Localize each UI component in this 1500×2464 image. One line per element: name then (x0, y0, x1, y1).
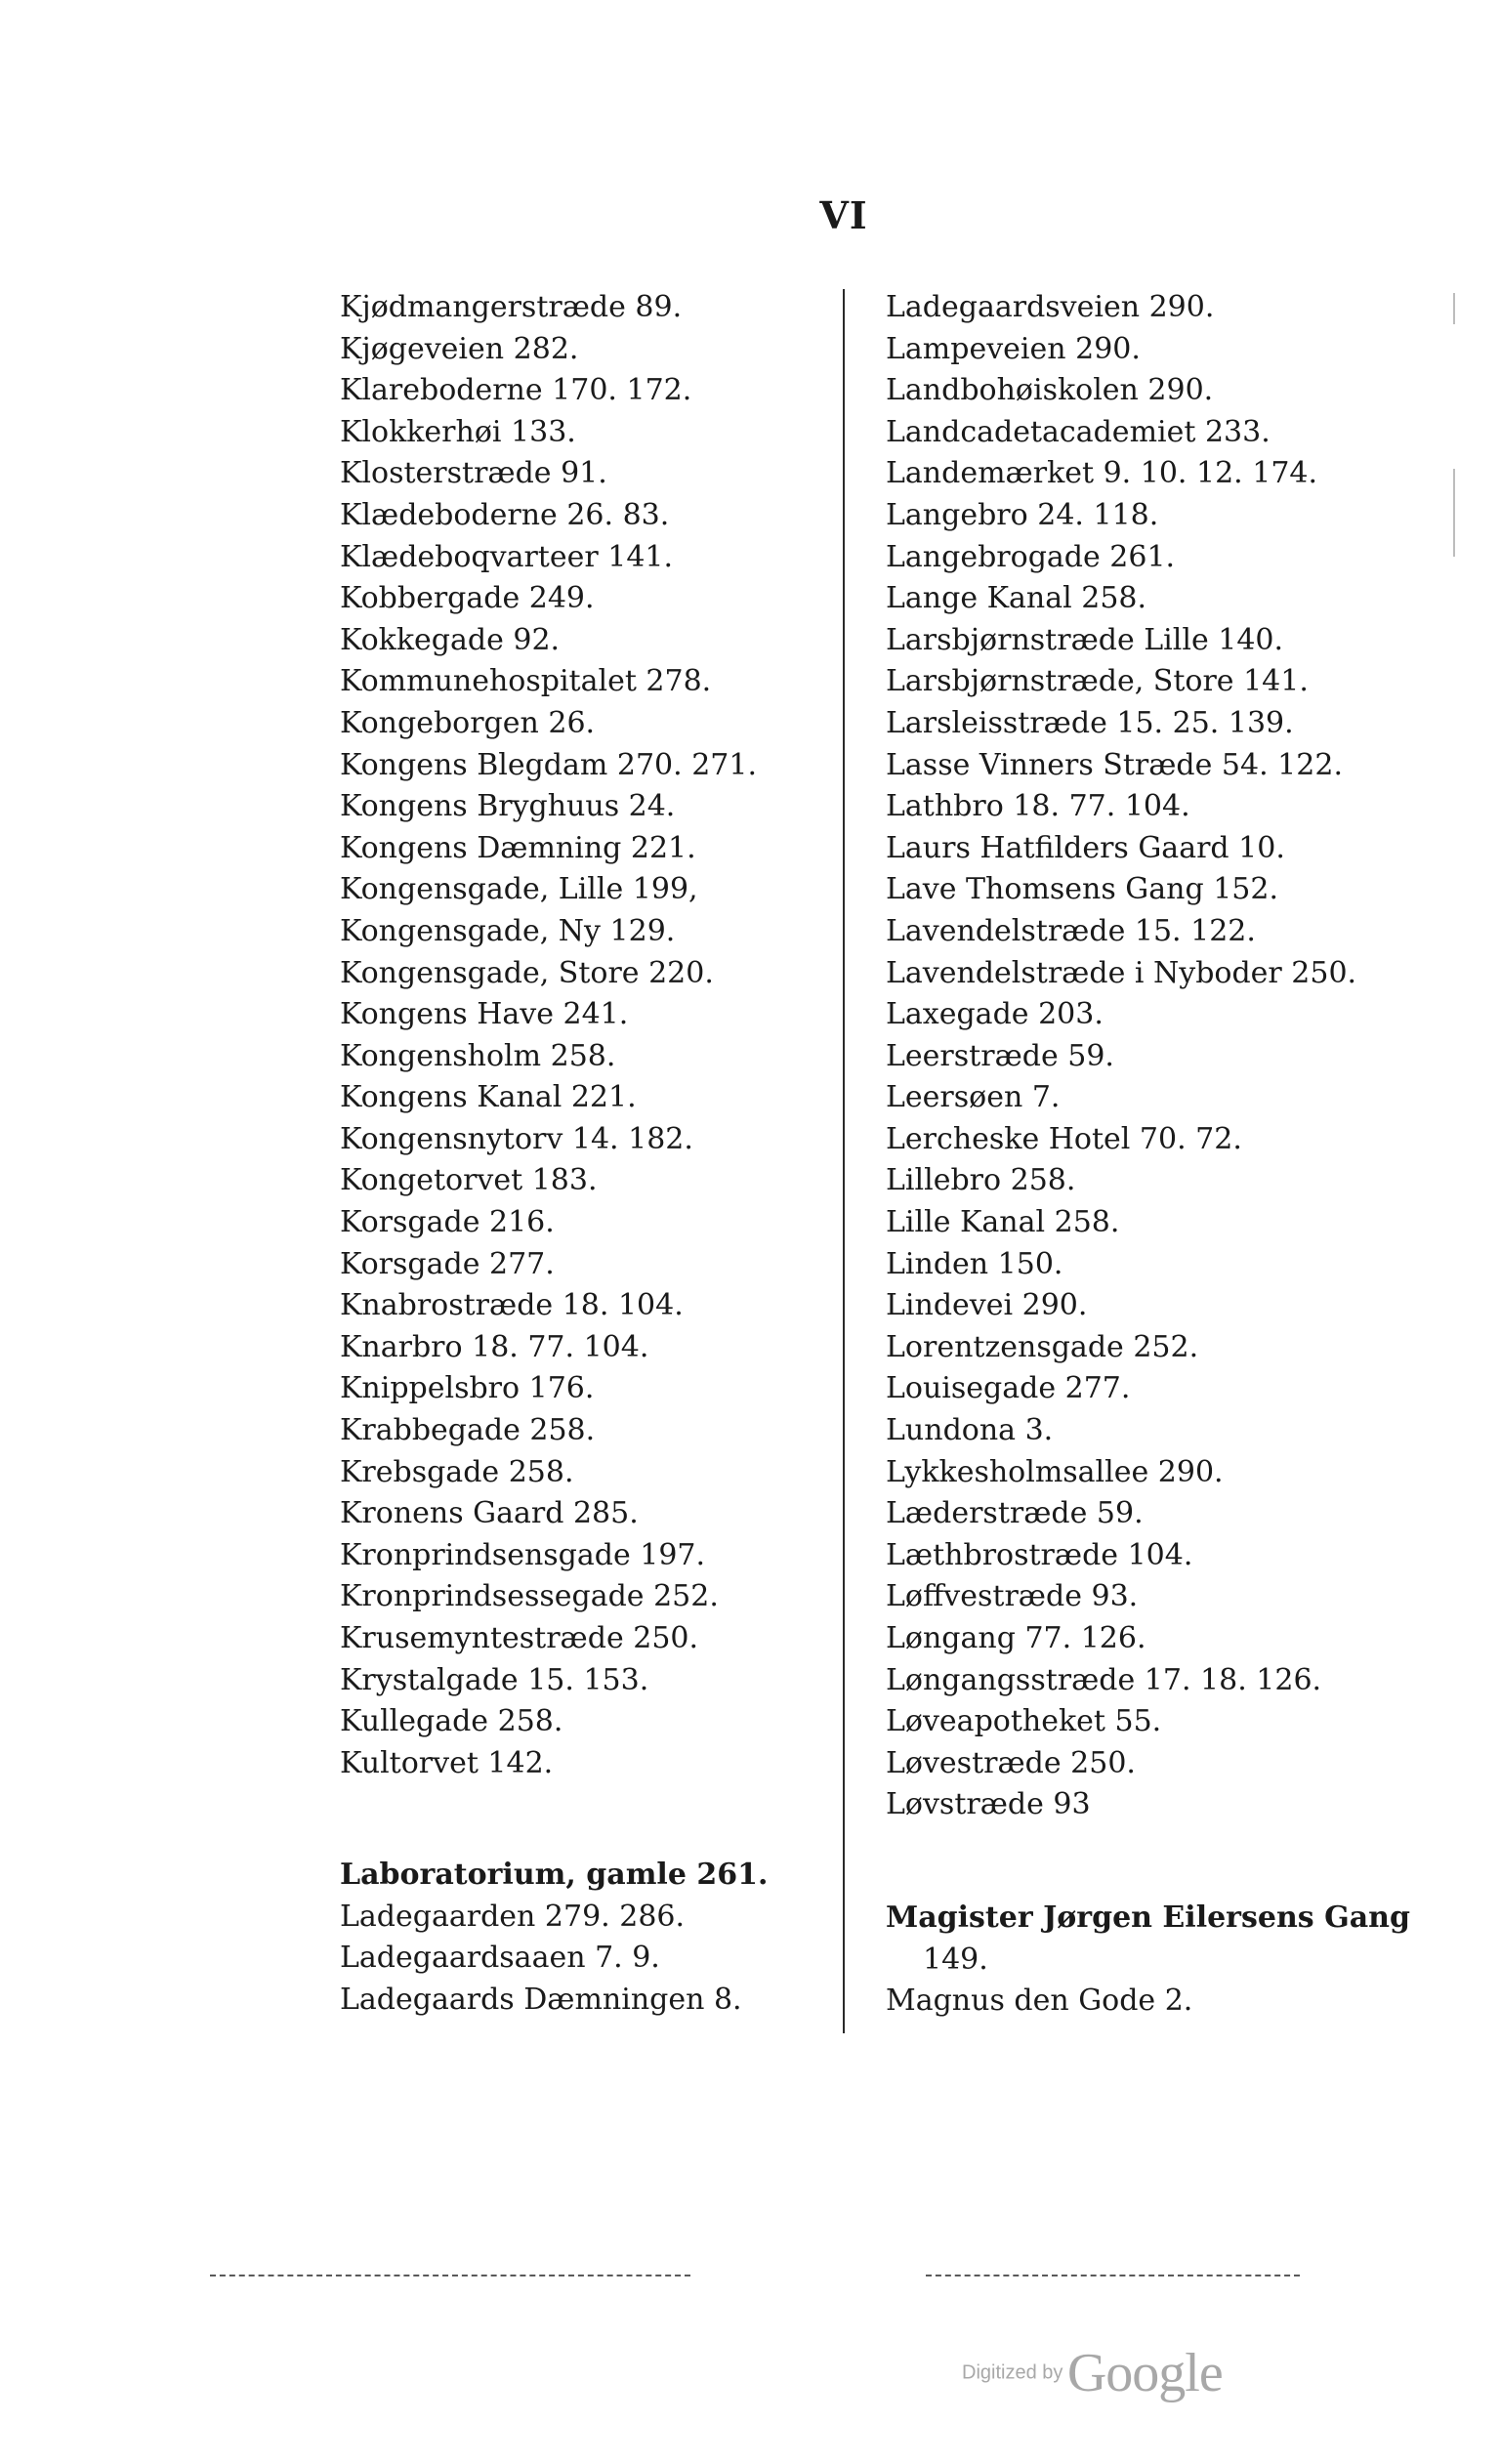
index-entry: Løffvestræde 93. (886, 1579, 1139, 1614)
index-column-left-l (340, 1855, 768, 2021)
index-entry: Louisegade 277. (886, 1371, 1131, 1406)
index-entry: Lercheske Hotel 70. 72. (886, 1121, 1242, 1156)
index-entry: Lundona 3. (886, 1413, 1054, 1448)
index-entry: Landcadetacademiet 233. (886, 414, 1271, 449)
index-entry: Leerstræde 59. (886, 1038, 1114, 1073)
index-entry: Kongens Kanal 221. (340, 1080, 637, 1115)
index-entry: Kullegade 258. (340, 1704, 563, 1739)
index-entry: Klareboderne 170. 172. (340, 373, 692, 408)
index-entry: Kongens Have 241. (340, 997, 629, 1032)
index-entry: Leersøen 7. (886, 1080, 1061, 1115)
index-entry: Lindevei 290. (886, 1288, 1088, 1323)
google-logo: Google (1066, 2343, 1223, 2403)
index-entry: Lillebro 258. (886, 1163, 1076, 1198)
index-entry: Knabrostræde 18. 104. (340, 1288, 684, 1323)
index-entry: Knippelsbro 176. (340, 1371, 595, 1406)
footer-rule-left (210, 2275, 690, 2276)
index-entry: Lille Kanal 258. (886, 1205, 1120, 1240)
column-divider (843, 289, 845, 2033)
index-entry: Løngangsstræde 17. 18. 126. (886, 1662, 1322, 1697)
index-entry: Korsgade 277. (340, 1246, 555, 1281)
index-entry: Ladegaardsaaen 7. 9. (340, 1941, 660, 1976)
index-entry: Løngang 77. 126. (886, 1621, 1146, 1655)
index-entry: Larsleisstræde 15. 25. 139. (886, 705, 1294, 740)
index-entry: Krystalgade 15. 153. (340, 1662, 649, 1697)
index-entry: Kronens Gaard 285. (340, 1496, 639, 1531)
index-entry: Kongens Blegdam 270. 271. (340, 747, 758, 782)
page-number: VI (819, 193, 868, 237)
index-entry: Kjøgeveien 282. (340, 331, 579, 366)
index-entry: Kongensnytorv 14. 182. (340, 1121, 693, 1156)
index-entry: Kongensgade, Ny 129. (340, 913, 676, 948)
index-entry: Laboratorium, gamle 261. (340, 1858, 769, 1892)
index-entry: Lasse Vinners Stræde 54. 122. (886, 747, 1343, 782)
index-entry: Klokkerhøi 133. (340, 414, 576, 449)
index-entry: Kronprindsensgade 197. (340, 1537, 706, 1572)
index-entry: Løvstræde 93 (886, 1787, 1091, 1822)
index-entry: Magister Jørgen Eilersens Gang (886, 1900, 1410, 1935)
index-entry: Klædeboqvarteer 141. (340, 539, 674, 574)
index-entry: Ladegaards Dæmningen 8. (340, 1982, 742, 2017)
index-entry: Løvestræde 250. (886, 1745, 1136, 1780)
index-entry: Krebsgade 258. (340, 1454, 574, 1489)
index-column-right-m (886, 1898, 1410, 2023)
index-entry: Landemærket 9. 10. 12. 174. (886, 456, 1318, 491)
scan-margin-mark (1453, 469, 1455, 557)
index-entry: Ladegaardsveien 290. (886, 290, 1215, 324)
index-entry: Klosterstræde 91. (340, 456, 607, 491)
index-entry: Lavendelstræde i Nyboder 250. (886, 955, 1357, 990)
index-entry: Langebro 24. 118. (886, 497, 1159, 532)
index-entry: Magnus den Gode 2. (886, 1984, 1193, 2019)
index-entry: Larsbjørnstræde Lille 140. (886, 622, 1284, 657)
index-entry: Laxegade 203. (886, 997, 1104, 1032)
index-entry: Læthbrostræde 104. (886, 1537, 1193, 1572)
index-entry-continuation: 149. (923, 1942, 988, 1977)
footer-rule-right (926, 2275, 1300, 2276)
index-entry: Langebrogade 261. (886, 539, 1176, 574)
index-entry: Kultorvet 142. (340, 1745, 554, 1780)
index-entry: Læderstræde 59. (886, 1496, 1144, 1531)
digitized-by-watermark (962, 2342, 1223, 2404)
index-entry: Kongens Dæmning 221. (340, 830, 696, 865)
index-entry: Lavendelstræde 15. 122. (886, 913, 1256, 948)
index-column-left-k (340, 287, 757, 1784)
index-entry: Løveapotheket 55. (886, 1704, 1162, 1739)
index-entry: Kokkegade 92. (340, 622, 561, 657)
index-entry: Lave Thomsens Gang 152. (886, 872, 1278, 907)
index-entry: Linden 150. (886, 1246, 1063, 1281)
index-entry: Landbohøiskolen 290. (886, 373, 1214, 408)
index-entry: Larsbjørnstræde, Store 141. (886, 664, 1309, 699)
index-entry: Kongens Bryghuus 24. (340, 789, 676, 824)
index-entry: Kjødmangerstræde 89. (340, 290, 683, 324)
index-entry: Laurs Hatfilders Gaard 10. (886, 830, 1285, 865)
index-entry: Klædeboderne 26. 83. (340, 497, 670, 532)
index-column-right-l (886, 287, 1356, 1826)
scan-margin-mark (1453, 293, 1455, 324)
index-entry: Krabbegade 258. (340, 1413, 596, 1448)
index-entry: Kobbergade 249. (340, 581, 595, 616)
index-entry: Lange Kanal 258. (886, 581, 1147, 616)
index-entry: Kongensholm 258. (340, 1038, 616, 1073)
index-entry: Kongetorvet 183. (340, 1163, 598, 1198)
index-entry: Lampeveien 290. (886, 331, 1141, 366)
index-entry: Lathbro 18. 77. 104. (886, 789, 1190, 824)
index-entry: Knarbro 18. 77. 104. (340, 1329, 649, 1364)
index-entry: Ladegaarden 279. 286. (340, 1899, 686, 1934)
index-entry: Kommunehospitalet 278. (340, 664, 712, 699)
index-entry: Kongensgade, Lille 199, (340, 872, 698, 907)
index-entry: Korsgade 216. (340, 1205, 555, 1240)
index-entry: Lykkesholmsallee 290. (886, 1454, 1224, 1489)
index-entry: Lorentzensgade 252. (886, 1329, 1199, 1364)
watermark-prefix: Digitized by (962, 2361, 1063, 2384)
index-entry: Kronprindsessegade 252. (340, 1579, 719, 1614)
index-entry: Kongeborgen 26. (340, 705, 596, 740)
index-entry: Kongensgade, Store 220. (340, 955, 714, 990)
index-entry: Krusemyntestræde 250. (340, 1621, 699, 1655)
